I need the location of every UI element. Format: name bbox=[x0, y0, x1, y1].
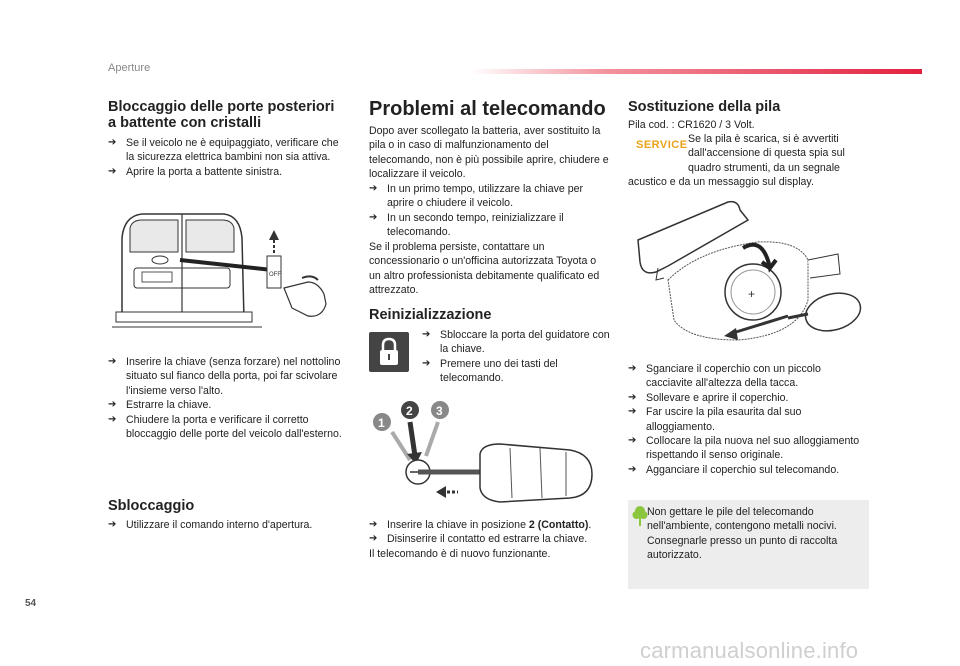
list-item: ➔ Collocare la pila nuova nel suo alloggiamento rispettando il senso originale. bbox=[628, 435, 860, 462]
bullet-icon: ➔ bbox=[369, 211, 378, 223]
bullet-icon: ➔ bbox=[628, 463, 637, 475]
list-item: ➔ Agganciare il coperchio sul telecomando. bbox=[628, 463, 840, 476]
list-item: ➔ Chiudere la porta e verificare il corretto bloccaggio delle porte del veicolo dall'esterno. bbox=[108, 413, 342, 441]
bullet-icon: ➔ bbox=[108, 519, 117, 530]
battery-replace-heading: Sostituzione della pila bbox=[628, 99, 781, 115]
lock-warning-icon bbox=[369, 332, 409, 372]
bullet-icon: ➔ bbox=[628, 406, 637, 418]
environment-note-line1: Non gettare le pile del telecomando nell'ambiente, contengono metalli nocivi. bbox=[647, 506, 837, 533]
unlock-steps bbox=[108, 518, 348, 532]
list-item: ➔ Estrarre la chiave. bbox=[108, 399, 212, 412]
eco-tree-icon bbox=[632, 504, 648, 528]
environment-note-line2: Consegnarle presso un punto di raccolta autorizzato. bbox=[647, 534, 838, 562]
battery-steps bbox=[628, 362, 868, 477]
list-item: ➔ In un primo tempo, utilizzare la chiave per aprire o chiudere il veicolo. bbox=[369, 183, 584, 210]
lock-off-label: OFF bbox=[269, 272, 281, 278]
bullet-icon: ➔ bbox=[108, 399, 117, 411]
bullet-icon: ➔ bbox=[369, 533, 378, 545]
battery-replacement-illustration bbox=[628, 200, 868, 350]
reinit-heading: Reinizializzazione bbox=[369, 307, 492, 323]
battery-code: Pila cod. : CR1620 / 3 Volt. bbox=[628, 119, 755, 131]
bullet-icon: ➔ bbox=[422, 357, 431, 369]
position-3-label: 3 bbox=[436, 404, 443, 418]
position-2-label: 2 bbox=[406, 404, 413, 418]
svg-text:+: + bbox=[748, 287, 756, 301]
rear-door-heading bbox=[108, 99, 348, 131]
bullet-icon: ➔ bbox=[628, 391, 637, 403]
list-item: ➔ Sbloccare la porta del guidatore con la chiave. bbox=[422, 329, 610, 356]
list-item: ➔ Inserire la chiave in posizione 2 (Contatto). bbox=[369, 519, 592, 531]
service-text-block bbox=[628, 132, 868, 190]
watermark: carmanualsonline.info bbox=[640, 638, 859, 663]
bullet-icon: ➔ bbox=[628, 363, 637, 374]
van-rear-illustration bbox=[112, 208, 342, 328]
bullet-icon: ➔ bbox=[422, 329, 431, 340]
service-warning-text: Se la pila è scarica, si è avvertiti dall'accensione di questa spia sul quadro strumenti, da un segnale acustico e da un messaggio sul display. bbox=[628, 133, 845, 189]
environment-note bbox=[628, 500, 869, 589]
unlock-heading: Sbloccaggio bbox=[108, 498, 195, 514]
list-item: ➔ Aprire la porta a battente sinistra. bbox=[108, 165, 283, 178]
page-number: 54 bbox=[25, 598, 37, 609]
remote-working-again: Il telecomando è di nuovo funzionante. bbox=[369, 548, 551, 560]
remote-problems-steps bbox=[369, 182, 609, 240]
list-item: ➔ Inserire la chiave (senza forzare) nel nottolino situato sul fianco della porta, poi far scivolare l'insieme verso l'alto. bbox=[108, 356, 341, 397]
header-rule bbox=[470, 69, 922, 74]
bullet-icon: ➔ bbox=[369, 183, 378, 194]
remote-problems-title: Problemi al telecomando bbox=[369, 98, 606, 120]
contact-position: 2 (Contatto) bbox=[528, 519, 589, 531]
service-warning-icon: SERVICE bbox=[636, 139, 688, 151]
remote-problems-outro: Se il problema persiste, contattare un concessionario o un'officina autorizzata Toyota o un altro professionista debitamente qualificato ed attrezzato. bbox=[369, 241, 600, 297]
list-item: ➔ Disinserire il contatto ed estrarre la chiave. bbox=[369, 533, 588, 546]
position-1-label: 1 bbox=[378, 416, 385, 430]
reinit-steps bbox=[422, 328, 610, 386]
list-item: ➔ Premere uno dei tasti del telecomando. bbox=[422, 357, 558, 385]
rear-door-steps-2 bbox=[108, 355, 348, 441]
key-ignition-illustration bbox=[370, 392, 610, 507]
remote-problems-intro: Dopo aver scollegato la batteria, aver sostituito la pila o in caso di malfunzionamento del telecomando, non è più possibile aprire, chiudere e localizzare il veicolo. bbox=[369, 125, 609, 181]
list-item: ➔ Sollevare e aprire il coperchio. bbox=[628, 391, 789, 404]
list-item: ➔ In un secondo tempo, reinizializzare il telecomando. bbox=[369, 211, 564, 239]
bullet-icon: ➔ bbox=[108, 165, 117, 177]
list-item: ➔ Se il veicolo ne è equipaggiato, verificare che la sicurezza elettrica bambini non sia attiva. bbox=[108, 137, 339, 164]
ignition-steps bbox=[369, 518, 609, 547]
rear-door-steps-1 bbox=[108, 136, 348, 179]
bullet-icon: ➔ bbox=[108, 356, 117, 367]
list-item: ➔ Far uscire la pila esaurita dal suo alloggiamento. bbox=[628, 406, 802, 433]
bullet-icon: ➔ bbox=[108, 137, 117, 148]
section-header: Aperture bbox=[108, 62, 151, 74]
bullet-icon: ➔ bbox=[108, 413, 117, 425]
list-item: ➔ Utilizzare il comando interno d'apertura. bbox=[108, 519, 313, 531]
rear-door-heading-line1: Bloccaggio delle porte posteriori bbox=[108, 99, 335, 115]
bullet-icon: ➔ bbox=[628, 435, 637, 447]
list-item: ➔ Sganciare il coperchio con un piccolo cacciavite all'altezza della tacca. bbox=[628, 363, 821, 390]
rear-door-heading-line2: a battente con cristalli bbox=[108, 115, 262, 131]
bullet-icon: ➔ bbox=[369, 519, 378, 530]
